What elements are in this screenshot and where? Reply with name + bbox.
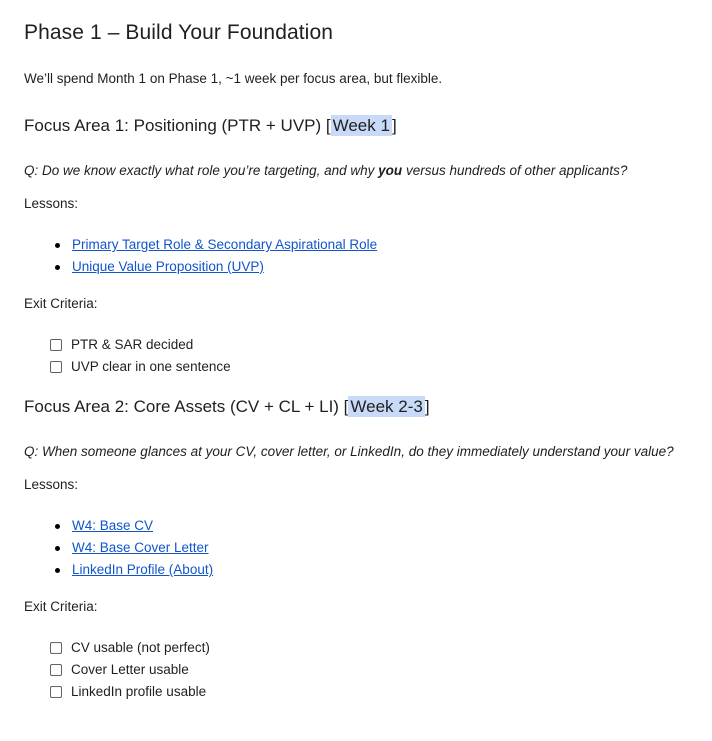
- heading-text: ]: [391, 116, 397, 135]
- checkbox-unchecked-icon[interactable]: [50, 339, 62, 351]
- bullet-icon: [55, 524, 60, 529]
- checklist-item-label: CV usable (not perfect): [71, 640, 210, 655]
- lessons-list-2: [24, 515, 688, 581]
- list-item: [24, 515, 688, 537]
- lessons-list-1: [24, 234, 688, 278]
- checklist-item: [24, 356, 688, 378]
- intro-text: We’ll spend Month 1 on Phase 1, ~1 week per focus area, but flexible.: [24, 71, 443, 86]
- lesson-link[interactable]: LinkedIn Profile (About): [72, 562, 214, 577]
- page-title: Phase 1 – Build Your Foundation: [24, 21, 334, 44]
- checklist-item-label: Cover Letter usable: [71, 662, 189, 677]
- question-text: Q: When someone glances at your CV, cover letter, or LinkedIn, do they immediately understand your value?: [24, 444, 674, 459]
- focus-area-1-section: [24, 115, 688, 378]
- checkbox-unchecked-icon[interactable]: [50, 686, 62, 698]
- focus-area-2-question: [24, 439, 688, 465]
- heading-text: Focus Area 2: Core Assets (CV + CL + LI) [: [24, 397, 349, 416]
- exit-criteria-list-1: [24, 334, 688, 378]
- heading-text: ]: [424, 397, 430, 416]
- checklist-item: [24, 681, 688, 703]
- checklist-item-label: UVP clear in one sentence: [71, 359, 231, 374]
- bullet-icon: [55, 243, 60, 248]
- focus-area-1-heading: [24, 115, 688, 136]
- bullet-icon: [55, 546, 60, 551]
- heading-text: Focus Area 1: Positioning (PTR + UVP) [: [24, 116, 331, 135]
- list-item: [24, 256, 688, 278]
- lessons-label: Lessons:: [24, 477, 79, 492]
- checklist-item-label: PTR & SAR decided: [71, 337, 194, 352]
- bullet-icon: [55, 265, 60, 270]
- week-highlight: Week 1: [332, 116, 390, 135]
- bullet-icon: [55, 568, 60, 573]
- list-item: [24, 559, 688, 581]
- checkbox-unchecked-icon[interactable]: [50, 361, 62, 373]
- lesson-link[interactable]: W4: Base CV: [72, 518, 154, 533]
- checklist-item: [24, 334, 688, 356]
- exit-criteria-label: Exit Criteria:: [24, 599, 98, 614]
- lesson-link[interactable]: Primary Target Role & Secondary Aspirational Role: [72, 237, 378, 252]
- focus-area-2-section: [24, 396, 688, 703]
- lesson-link[interactable]: W4: Base Cover Letter: [72, 540, 209, 555]
- list-item: [24, 234, 688, 256]
- checkbox-unchecked-icon[interactable]: [50, 664, 62, 676]
- checkbox-unchecked-icon[interactable]: [50, 642, 62, 654]
- focus-area-1-question: [24, 158, 688, 184]
- checklist-item: [24, 659, 688, 681]
- lesson-link[interactable]: Unique Value Proposition (UVP): [72, 259, 264, 274]
- list-item: [24, 537, 688, 559]
- question-text: versus hundreds of other applicants?: [402, 163, 628, 178]
- lessons-label: Lessons:: [24, 196, 79, 211]
- week-highlight: Week 2-3: [350, 397, 423, 416]
- exit-criteria-list-2: [24, 637, 688, 703]
- question-text: Q: Do we know exactly what role you’re targeting, and why: [24, 163, 379, 178]
- checklist-item-label: LinkedIn profile usable: [71, 684, 207, 699]
- checklist-item: [24, 637, 688, 659]
- question-emphasis: you: [378, 163, 403, 178]
- exit-criteria-label: Exit Criteria:: [24, 296, 98, 311]
- focus-area-2-heading: [24, 396, 688, 417]
